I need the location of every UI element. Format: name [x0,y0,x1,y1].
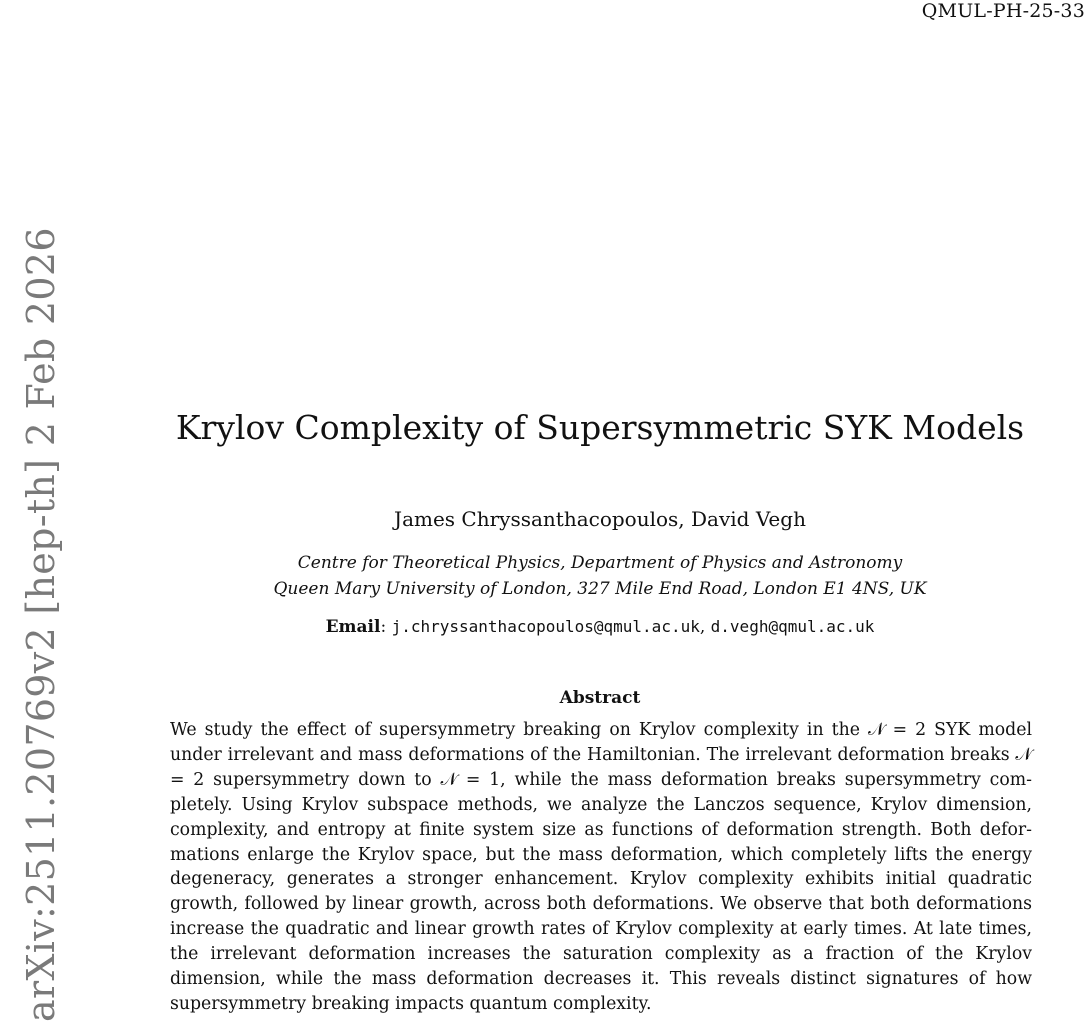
email-address-2[interactable]: d.vegh@qmul.ac.uk [710,617,875,636]
abstract-heading: Abstract [559,688,641,708]
email-address-1[interactable]: j.chryssanthacopoulos@qmul.ac.uk [391,617,700,636]
arxiv-identifier-stamp: arXiv:2511.20769v2 [hep-th] 2 Feb 2026 [19,227,63,1022]
email-separator: , [699,617,711,637]
abstract-text: We study the effect of supersymmetry breaking on Krylov complexity in the 𝒩 = 2 SYK model under irrelevant and mass deformations of the Hamiltonian. The irrelevant deformation breaks 𝒩 = 2 supersymmetry down to 𝒩 = 1, while the mass deformation breaks supersymmetry completely. Using Krylov subspace methods, we analyze the Lanczos sequence, Krylov dimension, complexity, and entropy at finite system size as functions of deformation strength. Both deformations enlarge the Krylov space, but the mass deformation, which completely lifts the energy degeneracy, generates a stronger enhancement. Krylov complexity exhibits initial quadratic growth, followed by linear growth, across both deformations. We observe that both deformations increase the quadratic and linear growth rates of Krylov complexity at early times. At late times, the irrelevant deformation increases the saturation complexity as a fraction of the Krylov dimension, while the mass deformation decreases it. This reveals distinct signatures of how supersymmetry breaking impacts quantum complexity. [170,720,1032,1014]
affiliation [170,550,1030,602]
author-list: James Chryssanthacopoulos, David Vegh [394,507,806,531]
affiliation-line-1: Centre for Theoretical Physics, Department of Physics and Astronomy [297,553,903,573]
email-label: Email [325,617,381,637]
email-colon: : [380,617,392,637]
affiliation-line-2: Queen Mary University of London, 327 Mile End Road, London E1 4NS, UK [273,579,927,599]
report-number: QMUL-PH-25-33 [921,0,1085,22]
email-line [170,617,1030,637]
paper-title: Krylov Complexity of Supersymmetric SYK Models [175,408,1025,447]
